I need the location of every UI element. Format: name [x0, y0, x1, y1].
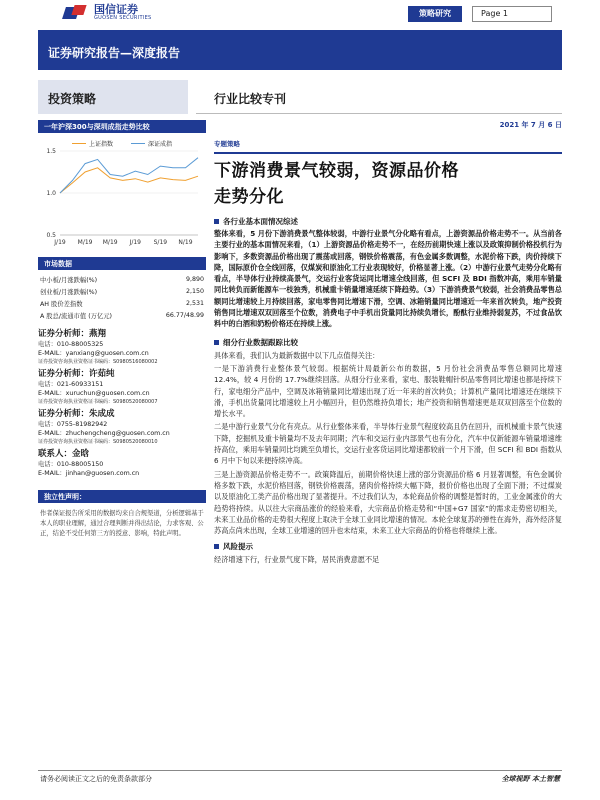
section-heading-overview: 各行业基本面情况综述: [214, 216, 562, 227]
analyst-email[interactable]: E-MAIL：xuruchun@guosen.com.cn: [38, 390, 150, 397]
analyst-cert: 证券投资咨询执业资格证书编码：S0980516080002: [38, 359, 158, 365]
risk-paragraph: 经济增速下行，行业景气度下降，居民消费意愿不足: [214, 555, 380, 565]
market-value: 2,150: [185, 287, 204, 295]
analyst-card: [38, 409, 206, 446]
category-tag: 策略研究: [408, 6, 462, 22]
market-label: A 股总/流通市值 (万亿元): [40, 312, 113, 320]
market-value: 66.77/48.99: [165, 311, 204, 319]
market-value: 9,890: [185, 275, 204, 283]
overview-paragraph: 整体来看，5 月份下游消费景气整体较弱，中游行业景气分化略有看点，上游资源品价格走势不一。从当前各主要行业的基本面情况来看，（1）上游资源品价格走势不一，在经历前期快速上涨以及政策抑制价格投机行为影响下，多数资源品价格出现了震荡或回落，钢铁价格震荡，有色金属多数调整，水泥价格下跌，肉价持续下降，国际原价仓全线回落，仅煤炭和原油化工行业表现较好，价格显著上涨。（2）中游行业景气走势分化略有看点，半导体行业持续高景气，交运行业客货运同比增速全线回落，但 SCFI 及 BDI 指数冲高，乘用车销量同比转负而新能源车一枝独秀，机械重卡销量增速延续下降趋势。（3）下游消费景气较弱，社会消费品零售总额同比增速较上月持续回落，家电零售同比增速下滑，空调、冰箱销量同比增速近一年来首次转负，地产投资销售同比增速双双回落至个位数，消费电子中手机出货量同比持续负增长，酚酞行业维持弱复苏，不过食品饮料中的白酒和奶粉价格还在持续上涨。: [214, 229, 562, 329]
series-line-0: [60, 168, 198, 193]
main-content: [214, 120, 562, 566]
analyst-cert: 证券投资咨询执业资格证书编码：S0980520080007: [38, 399, 158, 405]
footer-divider: [38, 770, 562, 771]
logo-en-text: GUOSEN SECURITIES: [94, 15, 152, 21]
tracking-paragraph-2: 二是中游行业景气分化有亮点。从行业整体来看，半导体行业景气程度较高且仍在回升，而机械重卡景气快速下降，挖掘机及重卡销量均不及去年同期；汽车和交运行业内部景气也有分化，汽车中仅新能源车销量增速维持高位，乘用车销量同比均跳至负增长，交运行业客货运同比增速都较前一个月下滑，但 SCFI 和 BDI 指数从 6 月中下旬以来便持续冲高。: [214, 422, 562, 466]
logo-mark-icon: [64, 5, 90, 21]
bullet-icon: [214, 544, 219, 549]
analyst-card: [38, 329, 206, 366]
x-tick-label: N/19: [178, 239, 193, 246]
title-divider: [214, 152, 562, 154]
disclaimer-title: 独立性声明：: [38, 490, 206, 503]
line-chart-svg: [38, 137, 206, 255]
guosen-logo: [64, 4, 152, 21]
market-data-table: [38, 273, 206, 321]
y-tick-label: 0.5: [46, 232, 56, 239]
report-banner: 证券研究报告—深度报告: [38, 30, 562, 70]
bullet-icon: [214, 340, 219, 345]
report-series: 行业比较专刊: [196, 80, 562, 114]
page-number: Page 1: [472, 6, 552, 22]
analyst-email[interactable]: E-MAIL：yanxiang@guosen.com.cn: [38, 350, 149, 357]
market-label: 创业板/月涨跌幅(%): [40, 288, 98, 296]
chart-title: 一年沪深300与深圳成指走势比较: [38, 120, 206, 133]
market-row: [38, 309, 206, 321]
section-heading-risk: 风险提示: [214, 541, 562, 552]
analyst-phone: 电话：010-88005325: [38, 341, 104, 348]
bullet-icon: [214, 219, 219, 224]
analyst-phone: 电话：021-60933151: [38, 381, 104, 388]
market-row: [38, 297, 206, 309]
title-line-1: 下游消费景气较弱，资源品价格: [214, 161, 459, 181]
market-row: [38, 285, 206, 297]
market-row: [38, 273, 206, 285]
analyst-email[interactable]: E-MAIL：zhuchengcheng@guosen.com.cn: [38, 430, 170, 437]
tracking-intro: 具体来看，我们认为最新数据中以下几点值得关注：: [214, 350, 380, 360]
tracking-paragraph-1: 一是下游消费行业整体景气较弱。根据统计局最新公布的数据，5 月份社会消费品零售总额同比增速 12.4%，较 4 月份的 17.7%继续回落。从细分行业来看，家电、服装鞋帽针织品零售同比增速也都是持续下行，家电细分产品中，空调及冰箱销量同比增速出现了近一年来的首次转负；计算机产量同比增速还在继续下滑，手机出货量同比增速较上月小幅回升，但仍然维持负增长；地产投资和销售增速更是双双回落至个位数的增长水平。: [214, 363, 562, 419]
analyst-name: 联系人：金晗: [38, 449, 90, 459]
report-title: [214, 158, 562, 210]
report-date: 2021 年 7 月 6 日: [499, 121, 562, 129]
index-chart: [38, 137, 206, 255]
analyst-list: [38, 329, 206, 478]
report-category: 投资策略: [38, 80, 188, 114]
x-tick-label: M/19: [77, 239, 93, 246]
analyst-email[interactable]: E-MAIL：jinhan@guosen.com.cn: [38, 470, 140, 477]
market-label: 中小板/月涨跌幅(%): [40, 276, 98, 284]
analyst-card: [38, 369, 206, 406]
x-tick-label: J/19: [54, 239, 66, 246]
analyst-name: 证券分析师：燕翔: [38, 329, 107, 339]
y-tick-label: 1.5: [46, 148, 56, 155]
footer-disclaimer: 请务必阅读正文之后的免责条款部分: [40, 775, 152, 783]
section-heading-tracking: 细分行业数据跟踪比较: [214, 337, 562, 348]
analyst-name: 证券分析师：朱成成: [38, 409, 115, 419]
logo-cn-text: 国信证券: [94, 3, 138, 16]
legend-item-sz: 深证成指: [131, 139, 172, 148]
footer-slogan: 全球视野 本土智慧: [501, 775, 560, 783]
market-value: 2,531: [185, 299, 204, 307]
report-type-tag: 专题策略: [214, 140, 240, 148]
sidebar: [38, 120, 206, 539]
analyst-phone: 电话：0755-81982942: [38, 421, 108, 428]
x-tick-label: M/19: [102, 239, 118, 246]
analyst-name: 证券分析师：许茹纯: [38, 369, 115, 379]
x-tick-label: S/19: [153, 239, 168, 246]
market-label: AH 股价差指数: [40, 300, 83, 308]
tracking-paragraph-3: 三是上游资源品价格走势不一。政策降温后，前期价格快速上涨的部分资源品价格 6 月显著调整，有色金属价格多数下跌，水泥价格回落，钢铁价格震荡，猪肉价格持续大幅下降，报价价格也出现了全面下滑；不过煤炭以及原油化工类产品价格出现了显著提升。不过我们认为，本轮商品价格的调整是暂时的，工业金属涨价的大趋势将持续。从以往大宗商品涨价的经验来看，大宗商品价格走势和“中国+G7 国家”的需求走势密切相关，未来工业品价格的走势很大程度上取决于全球工业同比增速的情况。本轮全球复苏的弹性在海外，海外经济复苏高点尚未出现，全球工业增速的回升也未结束，未来工业大宗商品的价格也将继续上涨。: [214, 469, 562, 536]
y-tick-label: 1.0: [46, 190, 56, 197]
analyst-phone: 电话：010-88005150: [38, 461, 104, 468]
x-tick-label: J/19: [129, 239, 141, 246]
disclaimer-text: 作者保证报告所采用的数据均来自合规渠道，分析逻辑基于本人的职业理解，通过合理判断并得出结论，力求客观、公正，结论不受任何第三方的授意、影响，特此声明。: [40, 510, 204, 537]
market-data-title: 市场数据: [38, 257, 206, 270]
legend-item-sh: 上证指数: [72, 139, 113, 148]
title-line-2: 走势分化: [214, 187, 284, 207]
analyst-cert: 证券投资咨询执业资格证书编码：S0980520080010: [38, 439, 158, 445]
analyst-card: [38, 449, 206, 478]
top-bar: [0, 0, 600, 26]
